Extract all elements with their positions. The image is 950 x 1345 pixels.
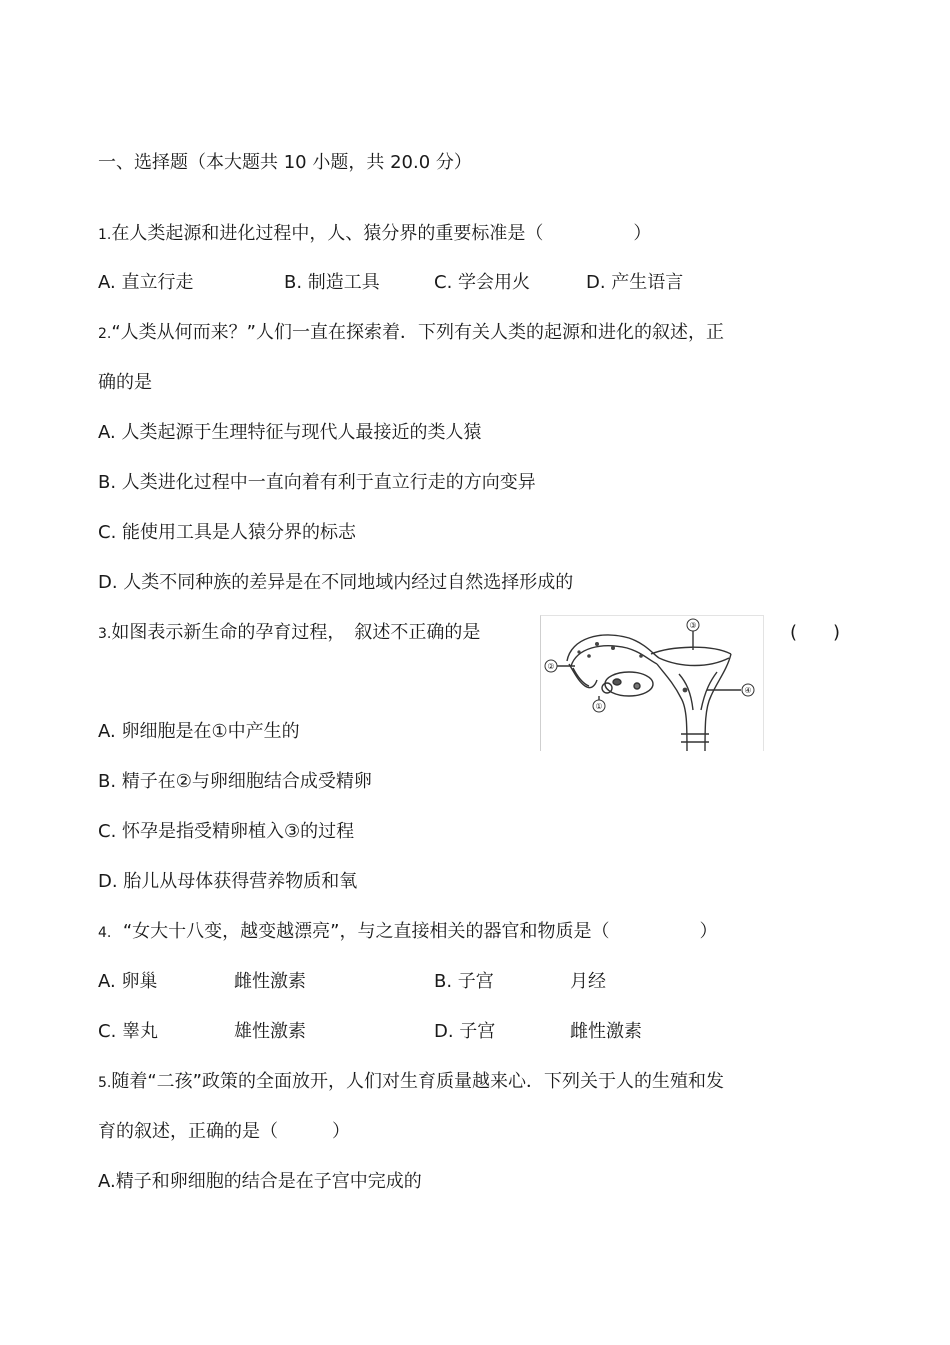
option-b: B. 人类进化过程中一直向着有利于直立行走的方向变异 [98, 472, 536, 493]
label-4: ④ [744, 686, 752, 695]
option-a: A. 卵巢 [98, 971, 158, 992]
option-c: C. 学会用火 [434, 272, 531, 293]
question-4 [98, 920, 717, 945]
question-number: 2. [98, 326, 112, 342]
question-number: 3. [98, 626, 112, 642]
answer-paren: ( ) [790, 622, 841, 643]
question-stem: “女大十八变，越变越漂亮”，与之直接相关的器官和物质是（ ） [122, 921, 718, 942]
question-2 [98, 321, 724, 346]
label-1: ① [595, 702, 603, 711]
option-c-text: 雄性激素 [234, 1021, 306, 1042]
question-stem-continued: 育的叙述，正确的是（ ） [98, 1121, 350, 1142]
option-c: C. 怀孕是指受精卵植入③的过程 [98, 821, 355, 842]
question-number: 5. [98, 1075, 112, 1091]
option-a: A. 人类起源于生理特征与现代人最接近的类人猿 [98, 422, 482, 443]
question-stem: “人类从何而来？”人们一直在探索着．下列有关人类的起源和进化的叙述，正 [111, 322, 725, 343]
uterus-diagram [541, 616, 763, 751]
question-number: 4. [98, 925, 112, 941]
option-a: A.精子和卵细胞的结合是在子宫中完成的 [98, 1171, 422, 1192]
reproductive-system-figure [540, 615, 764, 751]
option-c: C. 能使用工具是人猿分界的标志 [98, 522, 357, 543]
label-2: ② [547, 662, 555, 671]
question-stem: 如图表示新生命的孕育过程， 叙述不正确的是 [111, 622, 481, 643]
option-a-text: 雌性激素 [234, 971, 306, 992]
question-5 [98, 1070, 724, 1095]
question-stem: 随着“二孩”政策的全面放开，人们对生育质量越来心．下列关于人的生殖和发 [111, 1071, 725, 1092]
option-d: D. 产生语言 [586, 272, 684, 293]
option-d: D. 胎儿从母体获得营养物质和氧 [98, 871, 358, 892]
option-d: D. 子宫 [434, 1021, 496, 1042]
option-a: A. 直立行走 [98, 272, 194, 293]
option-d-text: 雌性激素 [570, 1021, 642, 1042]
option-d: D. 人类不同种族的差异是在不同地域内经过自然选择形成的 [98, 572, 574, 593]
question-1 [98, 222, 651, 247]
section-title: 一、选择题（本大题共 10 小题，共 20.0 分） [98, 152, 472, 173]
option-b: B. 制造工具 [284, 272, 380, 293]
option-c: C. 睾丸 [98, 1021, 159, 1042]
question-number: 1. [98, 227, 112, 243]
question-stem: 在人类起源和进化过程中，人、猿分界的重要标准是（ ） [111, 223, 652, 244]
question-stem-continued: 确的是 [98, 372, 152, 393]
question-3 [98, 621, 480, 646]
option-b-text: 月经 [570, 971, 606, 992]
option-a: A. 卵细胞是在①中产生的 [98, 721, 300, 742]
option-b: B. 精子在②与卵细胞结合成受精卵 [98, 771, 372, 792]
label-3: ③ [689, 621, 697, 630]
option-b: B. 子宫 [434, 971, 494, 992]
